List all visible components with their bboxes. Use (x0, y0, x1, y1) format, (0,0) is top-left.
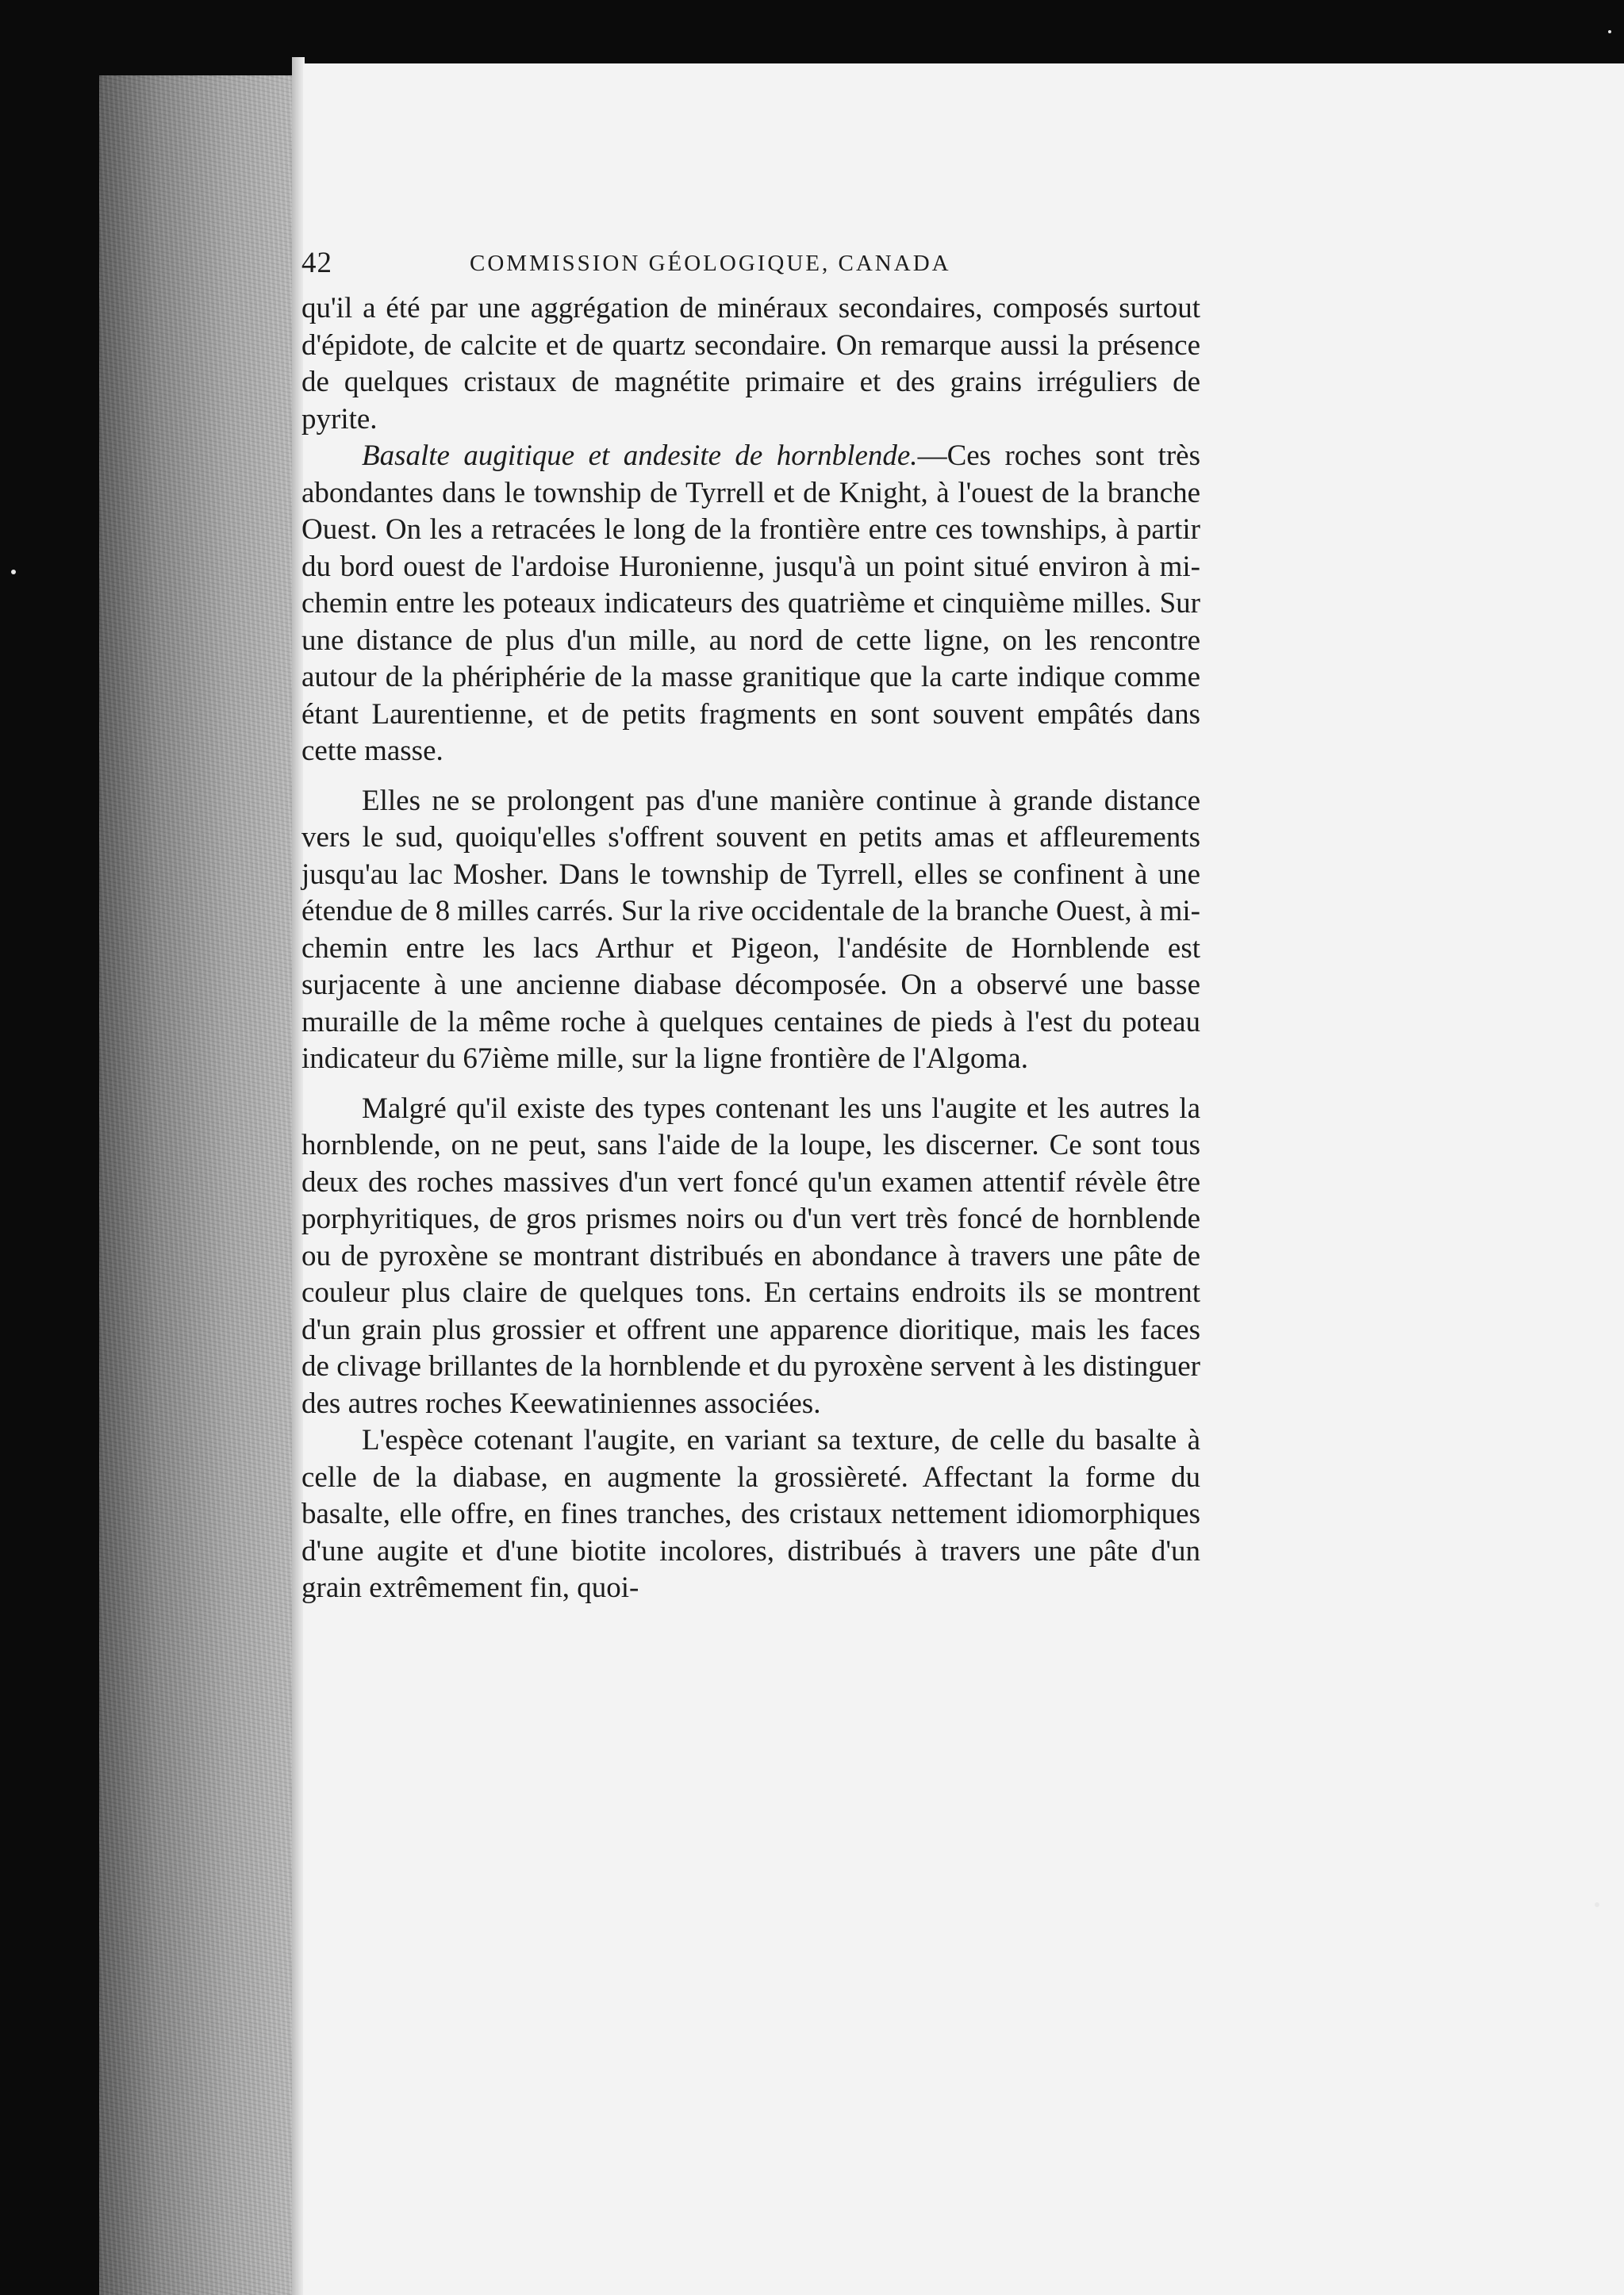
scan-speck (11, 570, 16, 574)
scan-speck (1595, 1902, 1599, 1907)
running-header (301, 238, 1200, 289)
book-binding-edge (99, 75, 294, 2295)
page-number: 42 (301, 247, 332, 279)
running-title: COMMISSION GÉOLOGIQUE, CANADA (470, 251, 951, 276)
scan-speck (1608, 30, 1611, 33)
paragraph-text: —Ces roches sont très abondantes dans le township de Tyrrell et de Knight, à l'ouest de la branche Ouest. On les a retracées le long de la frontière entre ces townships, à partir du bord ouest de l'ardoise Huronienne, jusqu'à un point situé environ à mi-chemin entre les poteaux indicateurs des quatrième et cinquième milles. Sur une distance de plus d'un mille, au nord de cette ligne, on les rencontre autour de la phériphérie de la masse granitique que la carte indique comme étant Laurentienne, et de petits fragments en sont souvent empâtés dans cette masse. (301, 439, 1200, 767)
paragraph: L'espèce cotenant l'augite, en variant sa texture, de celle du basalte à celle de la diabase, en augmente la grossièreté. Affectant la forme du basalte, elle offre, en fines tranches, des cristaux nettement idiomorphiques d'une augite et d'une biotite incolores, distribués à travers une pâte d'un grain extrêmement fin, quoi- (301, 1424, 1200, 1604)
section-heading: Basalte augitique et andesite de hornblende. (362, 439, 918, 472)
page-text-column (301, 238, 1200, 1607)
paragraph (301, 438, 1200, 770)
paragraph: qu'il a été par une aggrégation de minéraux secondaires, composés surtout d'épidote, de calcite et de quartz secondaire. On remarque aussi la présence de quelques cristaux de magnétite primaire et des grains irréguliers de pyrite. (301, 292, 1200, 436)
paragraph: Malgré qu'il existe des types contenant les uns l'augite et les autres la hornblende, on ne peut, sans l'aide de la loupe, les discerner. Ce sont tous deux des roches massives d'un vert foncé qu'un examen attentif révèle être porphyritiques, de gros prismes noirs ou d'un vert très foncé de hornblende ou de pyroxène se montrant distribués en abondance à travers une pâte de couleur plus claire de quelques tons. En certains endroits ils se montrent d'un grain plus grossier et offrent une apparence dioritique, mais les faces de clivage brillantes de la hornblende et du pyroxène servent à les distinguer des autres roches Keewatiniennes associées. (301, 1092, 1200, 1420)
paragraph: Elles ne se prolongent pas d'une manière continue à grande distance vers le sud, quoiqu'elles s'offrent souvent en petits amas et affleurements jusqu'au lac Mosher. Dans le township de Tyrrell, elles se confinent à une étendue de 8 milles carrés. Sur la rive occidentale de la branche Ouest, à mi-chemin entre les lacs Arthur et Pigeon, l'andésite de Hornblende est surjacente à une ancienne diabase décomposée. On a observé une basse muraille de la même roche à quelques centaines de pieds à l'est du poteau indicateur du 67ième mille, sur la ligne frontière de l'Algoma. (301, 784, 1200, 1075)
